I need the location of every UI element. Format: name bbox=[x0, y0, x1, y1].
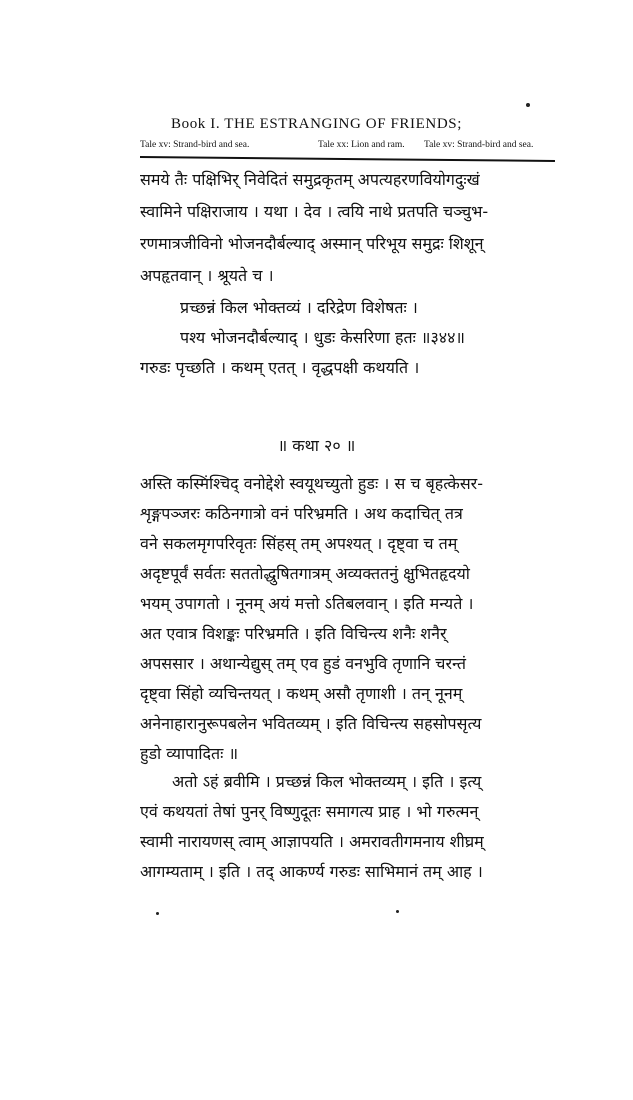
para1-line-1: समये तैः पक्षिभिर् निवेदितं समुद्रकृतम् अपत्यहरणवियोगदुःखं bbox=[140, 170, 480, 189]
para3-line-3: स्वामी नारायणस् त्वाम् आज्ञापयति । अमरावतीगमनाय शीघ्रम् bbox=[140, 832, 484, 851]
para2-line-2: शृङ्गपञ्जरः कठिनगात्रो वनं परिभ्रमति । अथ कदाचित् तत्र bbox=[140, 504, 463, 523]
print-speck bbox=[156, 912, 159, 915]
para2-line-7: अपससार । अथान्येद्युस् तम् एव हुडं वनभुवि तृणानि चरन्तं bbox=[140, 654, 467, 673]
subheader-left: Tale xv: Strand-bird and sea. bbox=[140, 140, 250, 150]
print-speck bbox=[526, 103, 530, 107]
subheader-middle: Tale xx: Lion and ram. bbox=[318, 140, 405, 150]
para2-line-9: अनेनाहारानुरूपबलेन भवितव्यम् । इति विचिन्त्य सहसोपसृत्य bbox=[140, 714, 482, 733]
para1-line-2: स्वामिने पक्षिराजाय । यथा । देव । त्वयि नाथे प्रतपति चञ्चुभ- bbox=[140, 202, 489, 221]
para1-line-3: रणमात्रजीविनो भोजनदौर्बल्याद् अस्मान् परिभूय समुद्रः शिशून् bbox=[140, 234, 484, 253]
para3-line-2: एवं कथयतां तेषां पुनर् विष्णुदूतः समागत्य प्राह । भो गरुत्मन् bbox=[140, 802, 479, 821]
para3-line-4: आगम्यताम् । इति । तद् आकर्ण्य गरुडः साभिमानं तम् आह । bbox=[140, 862, 483, 881]
para1b-line: गरुडः पृच्छति । कथम् एतत् । वृद्धपक्षी कथयति । bbox=[140, 358, 420, 377]
para3-line-1: अतो ऽहं ब्रवीमि । प्रच्छन्नं किल भोक्तव्यम् । इति । इत्य् bbox=[172, 772, 482, 791]
para2-line-10: हुडो व्यापादितः ॥ bbox=[140, 744, 239, 763]
print-speck bbox=[396, 910, 399, 913]
verse-line-2: पश्य भोजनदौर्बल्याद् । धुडः केसरिणा हतः ॥३४४॥ bbox=[180, 328, 466, 347]
para2-line-4: अदृष्टपूर्वं सर्वतः सततोद्धुषितगात्रम् अव्यक्ततनुं क्षुभितहृदयो bbox=[140, 564, 470, 583]
header-rule bbox=[140, 156, 555, 162]
verse-line-1: प्रच्छन्नं किल भोक्तव्यं । दरिद्रेण विशेषतः । bbox=[180, 298, 418, 317]
para2-line-8: दृष्ट्वा सिंहो व्यचिन्तयत् । कथम् असौ तृणाशी । तन् नूनम् bbox=[140, 684, 463, 703]
running-header: Book I. THE ESTRANGING OF FRIENDS; bbox=[171, 116, 462, 132]
para1-line-4: अपहृतवान् । श्रूयते च । bbox=[140, 266, 274, 285]
para2-line-5: भयम् उपागतो । नूनम् अयं मत्तो ऽतिबलवान् । इति मन्यते । bbox=[140, 594, 474, 613]
para2-line-3: वने सकलमृगपरिवृतः सिंहस् तम् अपश्यत् । दृष्ट्वा च तम् bbox=[140, 534, 458, 553]
para2-line-1: अस्ति कस्मिंश्चिद् वनोद्देशे स्वयूथच्युतो हुडः । स च बृहत्केसर- bbox=[140, 474, 483, 493]
story-heading: ॥ कथा २० ॥ bbox=[277, 436, 356, 455]
para2-line-6: अत एवात्र विशङ्कः परिभ्रमति । इति विचिन्त्य शनैः शनैर् bbox=[140, 624, 447, 643]
subheader-right: Tale xv: Strand-bird and sea. bbox=[424, 140, 534, 150]
